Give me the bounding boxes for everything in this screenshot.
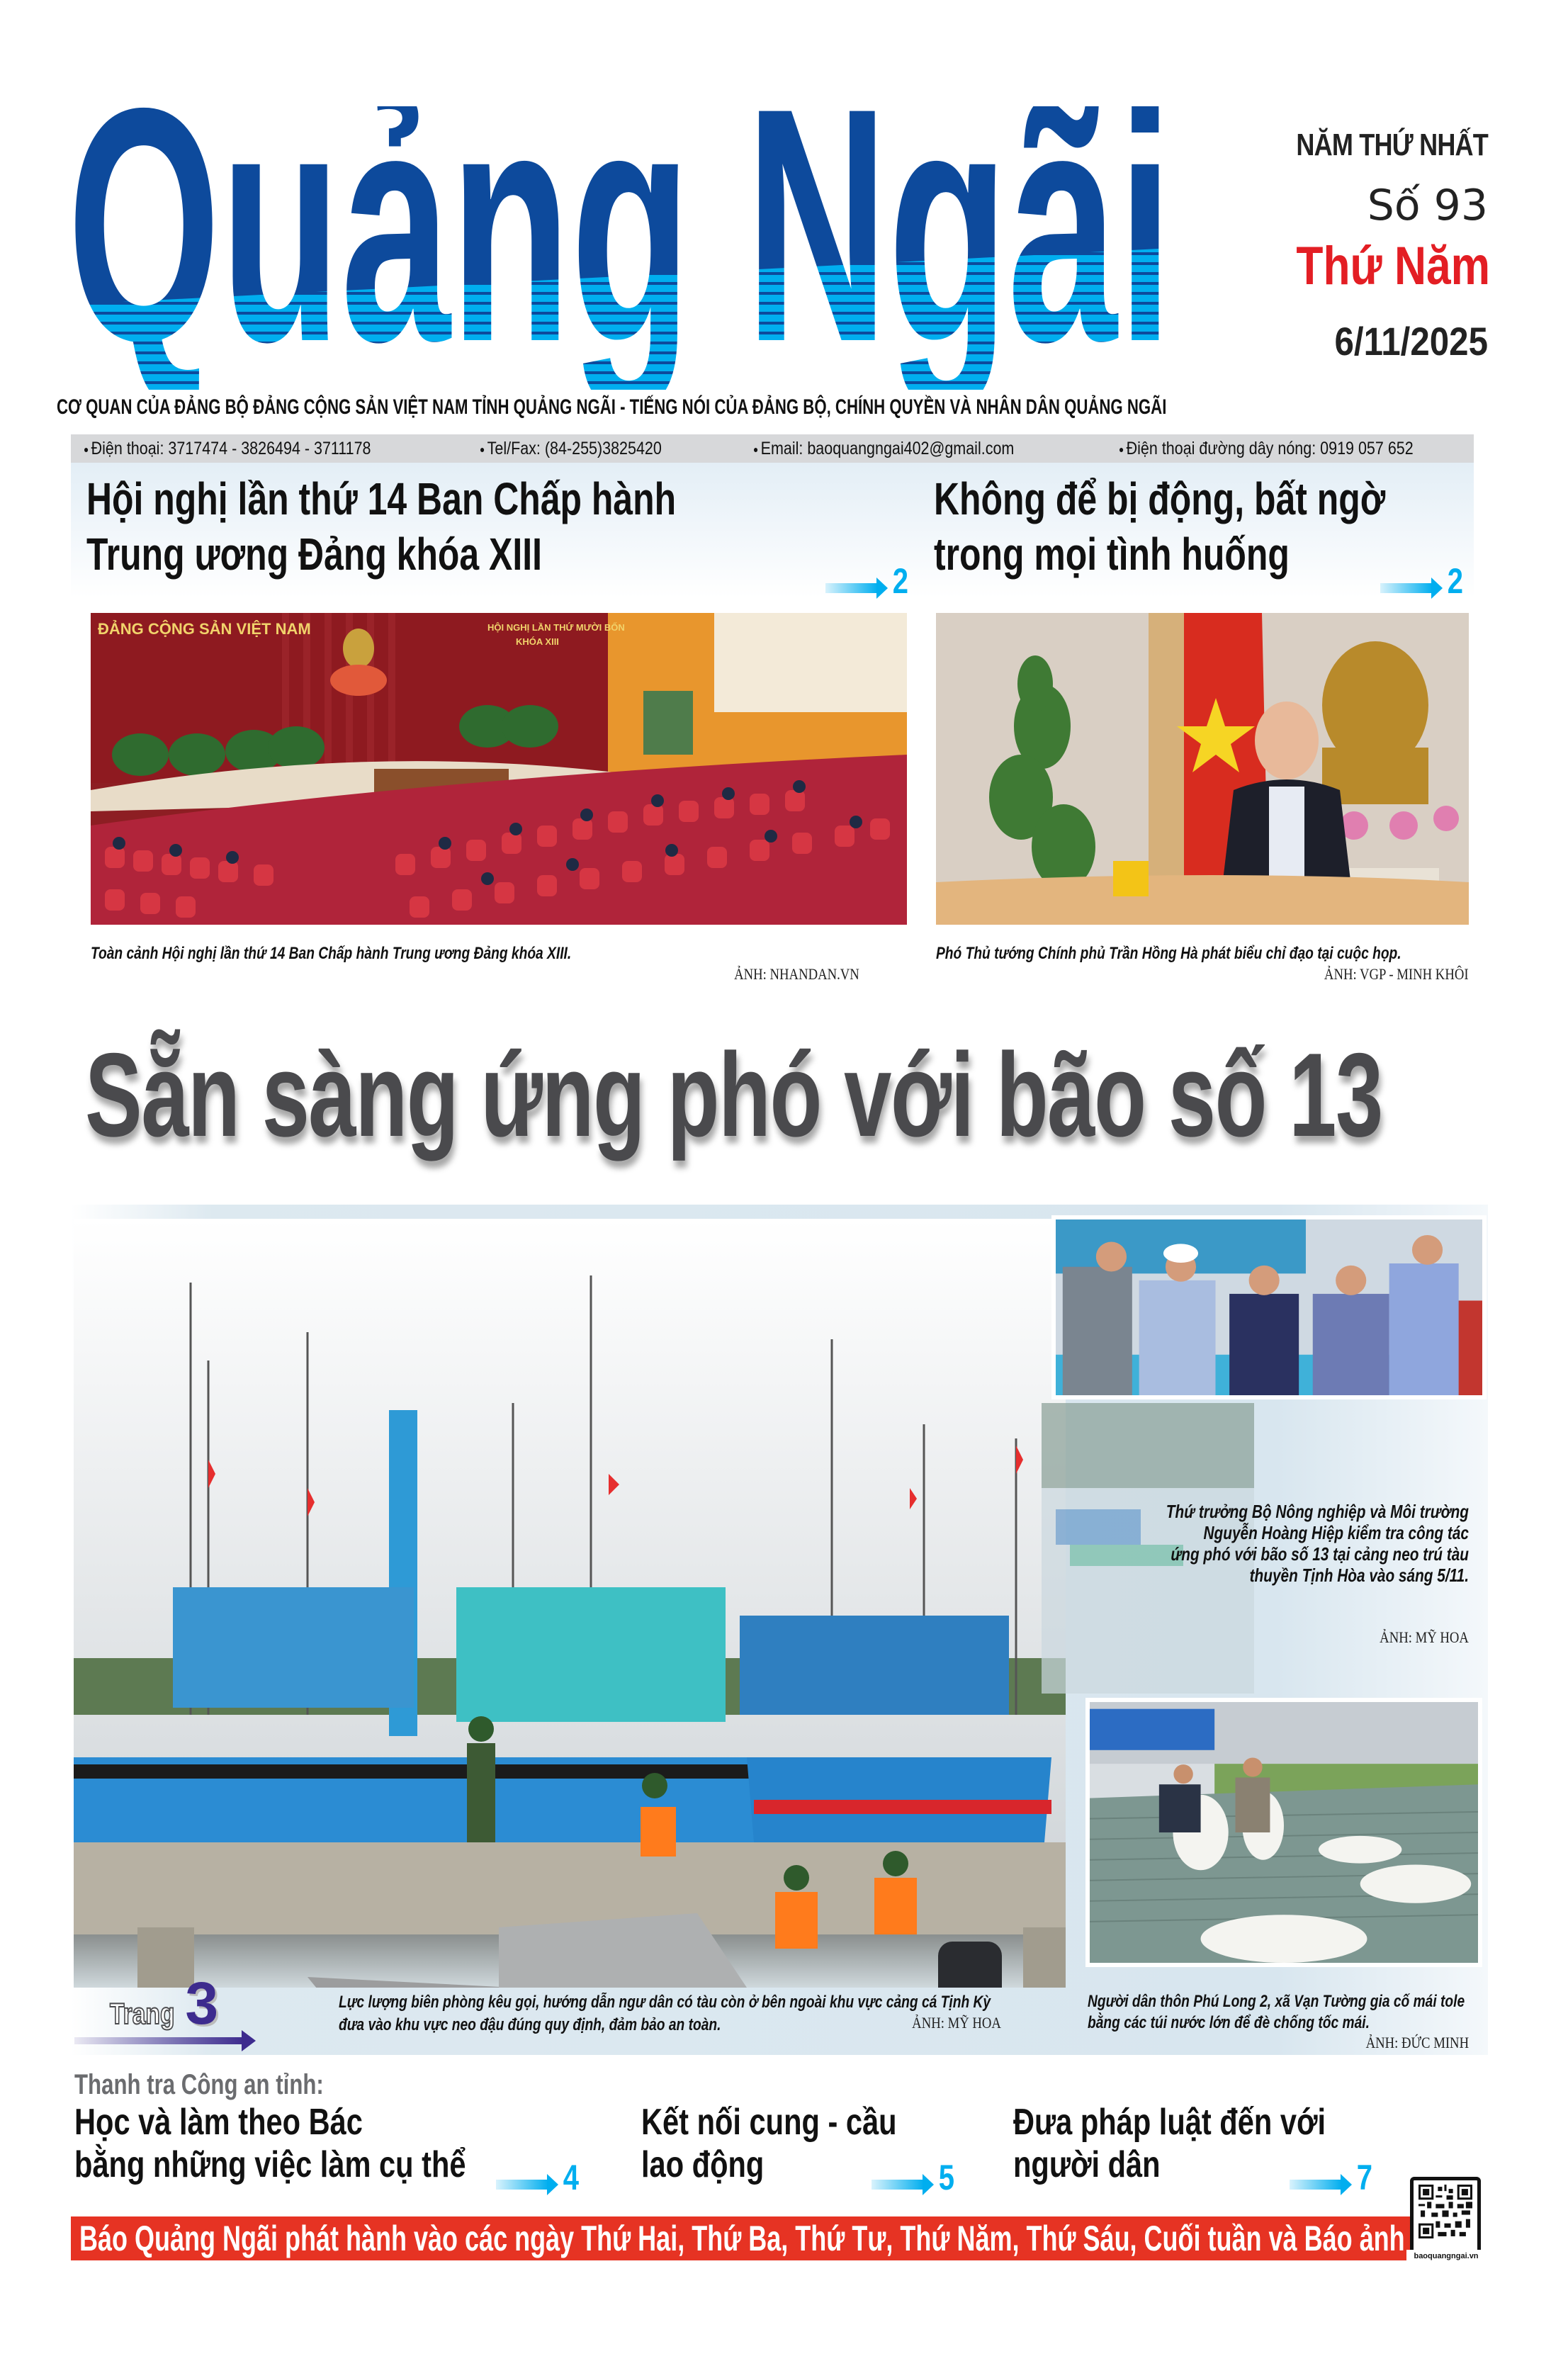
arrow-right-icon [825, 583, 878, 593]
congress-hall-image-icon [91, 613, 907, 925]
masthead-tagline: CƠ QUAN CỦA ĐẢNG BỘ ĐẢNG CỘNG SẢN VIỆT NAM TỈNH QUẢNG NGÃI - TIẾNG NÓI CỦA ĐẢNG BỘ, CHÍNH QUYỀN VÀ NHÂN DÂN QUẢNG NGÃI [57, 395, 1167, 419]
issue-number: Số 93 [1367, 181, 1488, 230]
teaser-kicker: Thanh tra Công an tỉnh: [74, 2069, 324, 2100]
credit-deputy-pm: ẢNH: VGP - MINH KHÔI [1324, 965, 1469, 983]
story-headline-congress[interactable] [86, 471, 676, 582]
trang-number: 3 [185, 1970, 219, 2037]
teaser-line: người dân [1013, 2144, 1161, 2185]
page-ref-4[interactable] [496, 2160, 581, 2195]
contact-fax[interactable]: ● Tel/Fax: (84-255)3825420 [480, 439, 662, 459]
caption-line: đưa vào khu vực neo đậu đúng quy định, đảm bảo an toàn. [339, 2015, 721, 2034]
teaser-line: Kết nối cung - cầu [641, 2102, 897, 2143]
credit-border-guard: ẢNH: MỸ HOA [912, 2014, 1001, 2032]
page-number: 2 [892, 561, 909, 601]
roof-image-icon [1090, 1702, 1478, 1963]
arrow-right-icon [1380, 583, 1433, 593]
publication-schedule-banner [71, 2216, 1474, 2260]
contact-phone[interactable]: ● Điện thoại: 3717474 - 3826494 - 3711178 [84, 439, 371, 459]
caption-line: Thứ trưởng Bộ Nông nghiệp và Môi trường [1166, 1501, 1469, 1522]
page-ref-congress[interactable] [825, 563, 910, 599]
page-ref-government[interactable] [1380, 563, 1465, 599]
masthead-logo[interactable] [67, 106, 1173, 390]
page-ref-5[interactable] [872, 2160, 957, 2195]
contact-hotline[interactable]: ● Điện thoại đường dây nóng: 0919 057 652 [1119, 439, 1414, 459]
page-number: 4 [563, 2158, 580, 2197]
caption-line: Người dân thôn Phú Long 2, xã Vạn Tường gia cố mái tole [1088, 1992, 1465, 2011]
officials-image-icon [1056, 1219, 1482, 1395]
trang-label: Trang [110, 1996, 175, 2030]
teaser-law-outreach[interactable] [1013, 2101, 1326, 2186]
credit-congress: ẢNH: NHANDAN.VN [734, 965, 859, 983]
headline-line: Không để bị động, bất ngờ [934, 473, 1386, 524]
caption-roof [1088, 1991, 1559, 2034]
teaser-police-inspection[interactable] [74, 2101, 466, 2186]
teaser-line: Học và làm theo Bác [74, 2102, 363, 2143]
main-headline[interactable]: Sẵn sàng ứng phó với bão số 13 [85, 1028, 1382, 1161]
credit-roof: ẢNH: ĐỨC MINH [1365, 2034, 1469, 2051]
qr-url[interactable]: baoquangngai.vn [1406, 2250, 1486, 2263]
arrow-right-icon [496, 2180, 548, 2190]
qr-code[interactable] [1410, 2177, 1481, 2256]
photo-border-guard-boats[interactable] [74, 1219, 1066, 1988]
weekday: Thứ Năm [1296, 236, 1491, 296]
contact-email[interactable]: ● Email: baoquangngai402@gmail.com [753, 439, 1014, 459]
arrow-right-icon [872, 2180, 924, 2190]
caption-line: bằng các túi nước lớn để đè chống tốc mái. [1088, 2013, 1370, 2032]
svg-text:ĐẢNG CỘNG SẢN VIỆT NAM: ĐẢNG CỘNG SẢN VIỆT NAM [98, 620, 311, 638]
year-label: NĂM THỨ NHẤT [1296, 128, 1489, 162]
fishing-boats-image-icon [74, 1219, 1066, 1988]
caption-line: ứng phó với bão số 13 tại cảng neo trú tàu [1171, 1543, 1469, 1565]
caption-line: Lực lượng biên phòng kêu gọi, hướng dẫn ngư dân có tàu còn ở bên ngoài khu vực cảng cá Tịnh Kỳ [339, 1993, 991, 2012]
caption-line: Nguyễn Hoàng Hiệp kiểm tra công tác [1203, 1522, 1469, 1543]
caption-border-guard [339, 1991, 1154, 2037]
photo-roof-reinforcement[interactable] [1085, 1698, 1482, 1967]
story-headline-government[interactable] [934, 471, 1385, 582]
svg-text:HỘI NGHỊ LẦN THỨ MƯỜI BỐN: HỘI NGHỊ LẦN THỨ MƯỜI BỐN [487, 622, 625, 633]
arrow-right-icon [74, 2037, 244, 2044]
page-ref-trang-3[interactable] [110, 1970, 219, 2037]
teaser-labor-supply[interactable] [641, 2101, 897, 2186]
page-number: 2 [1447, 561, 1464, 601]
contact-bar [71, 434, 1474, 463]
page-ref-7[interactable] [1290, 2160, 1375, 2195]
teaser-line: bằng những việc làm cụ thể [74, 2144, 466, 2185]
issue-date: 6/11/2025 [1334, 319, 1488, 364]
photo-deputy-pm[interactable] [936, 613, 1469, 925]
caption-deputy-pm: Phó Thủ tướng Chính phủ Trần Hồng Hà phát biểu chỉ đạo tại cuộc họp. [936, 944, 1401, 963]
arrow-right-icon [1290, 2180, 1342, 2190]
credit-officials: ẢNH: MỸ HOA [1380, 1628, 1469, 1646]
svg-text:KHÓA XIII: KHÓA XIII [516, 636, 559, 647]
issue-info [1254, 128, 1491, 364]
headline-line: trong mọi tình huống [934, 529, 1290, 580]
deputy-pm-image-icon [936, 613, 1469, 925]
caption-line: thuyền Tịnh Hòa vào sáng 5/11. [1249, 1565, 1469, 1586]
quang-ngai-logo-icon [67, 106, 1173, 390]
caption-officials [1090, 1501, 1469, 1586]
photo-officials-inspection[interactable] [1051, 1215, 1487, 1399]
page-number: 7 [1356, 2158, 1373, 2197]
headline-line: Trung ương Đảng khóa XIII [86, 529, 542, 580]
teaser-line: Đưa pháp luật đến với [1013, 2102, 1326, 2143]
qr-code-icon [1418, 2185, 1472, 2238]
teaser-line: lao động [641, 2144, 765, 2185]
page-number: 5 [938, 2158, 955, 2197]
photo-congress-hall[interactable] [91, 613, 907, 925]
headline-line: Hội nghị lần thứ 14 Ban Chấp hành [86, 473, 677, 524]
caption-congress: Toàn cảnh Hội nghị lần thứ 14 Ban Chấp hành Trung ương Đảng khóa XIII. [91, 944, 572, 963]
banner-text: Báo Quảng Ngãi phát hành vào các ngày Thứ Hai, Thứ Ba, Thứ Tư, Thứ Năm, Thứ Sáu, Cuối tuần và Báo ảnh [79, 2219, 1405, 2258]
